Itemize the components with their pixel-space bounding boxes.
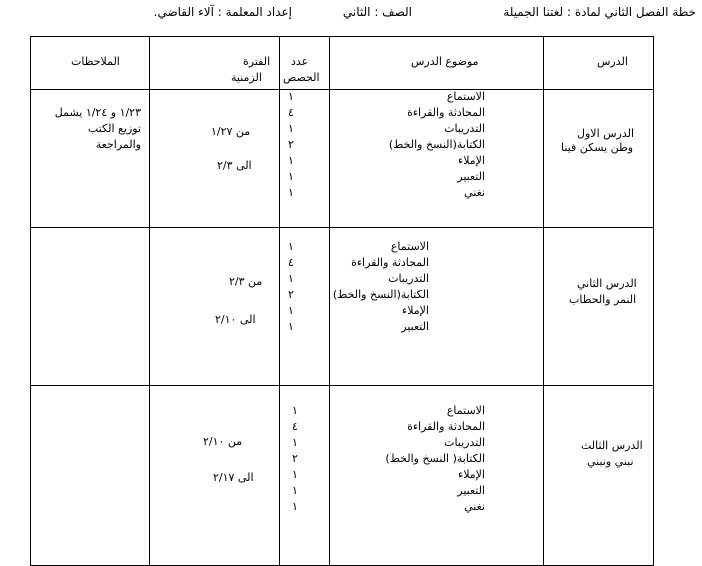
note-line: والمراجعة: [95, 138, 141, 151]
col-divider: [543, 37, 544, 565]
count-item: ١: [292, 436, 298, 449]
topic-item: التعبير: [401, 320, 429, 333]
lesson-3-counts: [285, 403, 305, 515]
lesson-2-topics: [333, 239, 429, 335]
row-divider: [31, 385, 653, 386]
lesson-1-title: الدرس الاول: [577, 127, 635, 140]
col-divider: [329, 37, 330, 565]
count-item: ٤: [288, 106, 294, 119]
topic-item: التعبير: [457, 484, 485, 497]
count-item: ٢: [288, 138, 294, 151]
count-item: ١: [288, 186, 294, 199]
topic-item: الاستماع: [446, 404, 485, 417]
count-item: ١: [292, 468, 298, 481]
lesson-1-subtitle: وطن يسكن فينا: [561, 141, 634, 154]
count-item: ١: [288, 304, 294, 317]
count-item: ٢: [288, 288, 294, 301]
lesson-3-subtitle: نبني ونبني: [587, 455, 634, 468]
topic-item: المحادثة والقراءة: [407, 420, 485, 433]
grade-label: الصف : الثاني: [342, 5, 412, 19]
header-period-1: الفترة: [243, 55, 271, 68]
count-item: ١: [288, 122, 294, 135]
lesson-3-period-to: الى ٢/١٧: [213, 471, 254, 484]
topic-item: الإملاء: [458, 468, 485, 481]
lesson-2-title: الدرس الثاني: [577, 277, 637, 290]
topic-item: الإملاء: [402, 304, 429, 317]
count-item: ١: [288, 170, 294, 183]
topic-item: المحادثة والقراءة: [407, 106, 485, 119]
lesson-plan-table: [30, 36, 654, 566]
topic-item: الكتابة(النسخ والخط): [332, 288, 429, 301]
topic-item: الكتابة( النسخ والخط): [385, 452, 485, 465]
header-lesson: الدرس: [597, 55, 628, 68]
topic-item: نغني: [464, 186, 485, 199]
count-item: ١: [288, 272, 294, 285]
topic-item: الكتابة(النسخ والخط): [388, 138, 485, 151]
header-count-2: الحصص: [283, 71, 320, 84]
topic-item: التعبير: [457, 170, 485, 183]
teacher-label: إعداد المعلمة : آلاء القاضي.: [153, 5, 292, 19]
count-item: ١: [288, 320, 294, 333]
lesson-3-title: الدرس الثالث: [581, 439, 643, 452]
lesson-3-topics: [385, 403, 485, 515]
lesson-1-notes: [55, 105, 141, 153]
count-item: ١: [288, 240, 294, 253]
lesson-2-counts: [281, 239, 301, 335]
topic-item: التدريبات: [444, 122, 485, 135]
row-divider: [31, 227, 653, 228]
lesson-2-period-from: من ٢/٣: [229, 275, 263, 288]
lesson-2-subtitle: النمر والحطاب: [569, 293, 637, 306]
topic-item: الإملاء: [458, 154, 485, 167]
lesson-2-period-to: الى ٢/١٠: [215, 313, 256, 326]
topic-item: نغني: [464, 500, 485, 513]
count-item: ٤: [288, 256, 294, 269]
header-notes: الملاحظات: [71, 55, 120, 68]
note-line: ١/٢٣ و ١/٢٤ يشمل: [54, 106, 141, 119]
count-item: ١: [292, 500, 298, 513]
count-item: ١: [292, 404, 298, 417]
header-count-1: عدد: [291, 55, 309, 68]
plan-title: خطة الفصل الثاني لمادة : لغتنا الجميلة: [503, 5, 696, 19]
count-item: ٤: [292, 420, 298, 433]
col-divider: [279, 37, 280, 565]
topic-item: التدريبات: [388, 272, 429, 285]
row-divider: [31, 89, 653, 90]
count-item: ٢: [292, 452, 298, 465]
lesson-1-period-to: الى ٢/٣: [217, 159, 252, 172]
topic-item: الاستماع: [390, 240, 429, 253]
count-item: ١: [292, 484, 298, 497]
topic-item: المحادثة والقراءة: [351, 256, 429, 269]
lesson-3-period-from: من ٢/١٠: [203, 435, 243, 448]
note-line: توزيع الكتب: [87, 122, 141, 135]
lesson-1-topics: [389, 89, 485, 201]
header-period-2: الزمنية: [231, 71, 262, 84]
count-item: ١: [288, 90, 294, 103]
count-item: ١: [288, 154, 294, 167]
topic-item: الاستماع: [446, 90, 485, 103]
lesson-1-counts: [281, 89, 301, 201]
header-topic: موضوع الدرس: [411, 55, 479, 68]
col-divider: [149, 37, 150, 565]
topic-item: التدريبات: [444, 436, 485, 449]
lesson-1-period-from: من ١/٢٧: [211, 125, 251, 138]
